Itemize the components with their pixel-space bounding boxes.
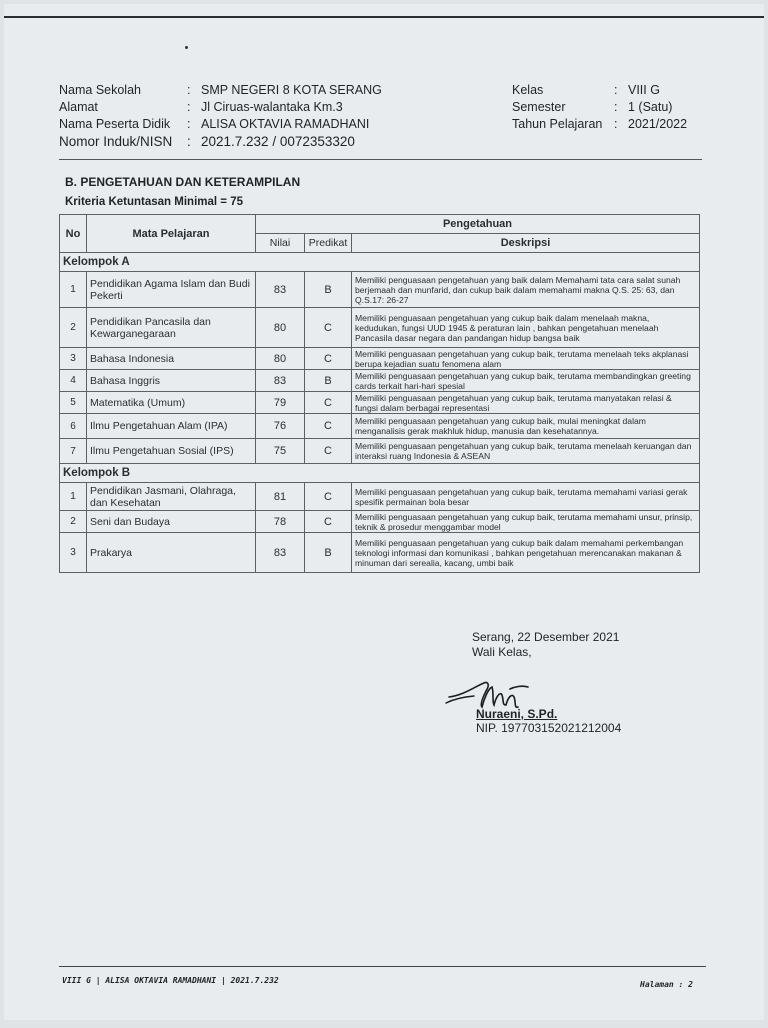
row-no: 5 [60, 392, 87, 414]
score-value: 80 [256, 308, 305, 348]
subject-name: Ilmu Pengetahuan Sosial (IPS) [87, 439, 256, 464]
signature-block [472, 630, 619, 660]
header-divider [59, 159, 702, 160]
predicate-value: C [305, 511, 352, 533]
description-text: Memiliki penguasaan pengetahuan yang baik dalam Memahami tata cara salat sunah berjemaah dan munfarid, dan cukup baik dalam memahami makna Q.S. 25: 63, dan Q.S.17: 26-27 [352, 272, 700, 308]
subject-name: Prakarya [87, 533, 256, 573]
student-info: Nama Sekolah : SMP NEGERI 8 KOTA SERANG Alamat : Jl Ciruas-walantaka Km.3 Nama Peserta Didik : ALISA OKTAVIA RAMADHANI Nomor Induk/NISN : 2021.7.232 / 0072353320 [59, 83, 382, 149]
row-no: 4 [60, 370, 87, 392]
school-value: SMP NEGERI 8 KOTA SERANG [201, 83, 382, 97]
predicate-value: C [305, 348, 352, 370]
footer-page: Halaman : 2 [640, 980, 693, 989]
class-value: VIII G [628, 83, 660, 97]
group-b-label: Kelompok B [60, 464, 700, 483]
predicate-value: C [305, 392, 352, 414]
class-label: Kelas [512, 83, 544, 97]
nisn-value: 2021.7.232 / 0072353320 [201, 134, 355, 149]
row-no: 2 [60, 308, 87, 348]
row-no: 6 [60, 414, 87, 439]
col-no: No [60, 215, 87, 253]
subject-row [60, 483, 700, 511]
subject-row [60, 414, 700, 439]
student-value: ALISA OKTAVIA RAMADHANI [201, 117, 370, 131]
subject-row [60, 272, 700, 308]
student-label: Nama Peserta Didik [59, 117, 171, 131]
row-no: 3 [60, 533, 87, 573]
predicate-value: C [305, 414, 352, 439]
predicate-value: B [305, 533, 352, 573]
subject-row [60, 533, 700, 573]
section-title: B. PENGETAHUAN DAN KETERAMPILAN [65, 175, 301, 189]
subject-name: Ilmu Pengetahuan Alam (IPA) [87, 414, 256, 439]
report-page [4, 4, 764, 1020]
row-no: 3 [60, 348, 87, 370]
description-text: Memiliki penguasaan pengetahuan yang cukup baik, terutama memahami unsur, prinsip, teknik & prosedur menggambar model [352, 511, 700, 533]
row-no: 1 [60, 272, 87, 308]
score-value: 76 [256, 414, 305, 439]
address-value: Jl Ciruas-walantaka Km.3 [201, 100, 343, 114]
subject-name: Seni dan Budaya [87, 511, 256, 533]
address-label: Alamat [59, 100, 98, 114]
score-value: 81 [256, 483, 305, 511]
score-value: 78 [256, 511, 305, 533]
description-text: Memiliki penguasaan pengetahuan yang cukup baik, terutama memahami variasi gerak spesifik permainan bola besar [352, 483, 700, 511]
semester-value: 1 (Satu) [628, 100, 673, 114]
signer-role: Wali Kelas, [472, 645, 532, 659]
nisn-label: Nomor Induk/NISN [59, 134, 173, 149]
col-subject: Mata Pelajaran [87, 215, 256, 253]
description-text: Memiliki penguasaan pengetahuan yang cukup baik, terutama membandingkan greeting cards terkait hari-hari spesial [352, 370, 700, 392]
semester-label: Semester [512, 100, 566, 114]
subject-row [60, 308, 700, 348]
predicate-value: B [305, 272, 352, 308]
subject-name: Matematika (Umum) [87, 392, 256, 414]
predicate-value: B [305, 370, 352, 392]
score-value: 83 [256, 272, 305, 308]
subject-row [60, 439, 700, 464]
subject-row [60, 392, 700, 414]
footer-divider [59, 966, 706, 967]
subject-name: Bahasa Inggris [87, 370, 256, 392]
signer-nip: NIP. 197703152021212004 [476, 721, 622, 735]
col-knowledge: Pengetahuan [256, 215, 700, 234]
score-value: 83 [256, 533, 305, 573]
score-value: 79 [256, 392, 305, 414]
place-date: Serang, 22 Desember 2021 [472, 630, 620, 644]
description-text: Memiliki penguasaan pengetahuan yang cukup baik dalam menelaah makna, kedudukan, fungsi UUD 1945 & peraturan lain , bahkan pengetahuan menelaah Pancasila dasar negara dan pandangan hidup bangsa baik [352, 308, 700, 348]
predicate-value: C [305, 483, 352, 511]
school-label: Nama Sekolah [59, 83, 141, 97]
description-text: Memiliki penguasaan pengetahuan yang cukup baik, mulai meningkat dalam menganalisis gerak makhluk hidup, manusia dan kesehatannya. [352, 414, 700, 439]
row-no: 1 [60, 483, 87, 511]
group-a-label: Kelompok A [60, 253, 700, 272]
row-no: 7 [60, 439, 87, 464]
grades-table [59, 214, 700, 573]
year-label: Tahun Pelajaran [512, 117, 603, 131]
subject-row [60, 511, 700, 533]
score-value: 75 [256, 439, 305, 464]
row-no: 2 [60, 511, 87, 533]
description-text: Memiliki penguasaan pengetahuan yang cukup baik dalam memahami perkembangan teknologi informasi dan komunikasi , bahkan pengetahuan merencanakan makanan & minuman dari serealia, kacang, umbi baik [352, 533, 700, 573]
year-value: 2021/2022 [628, 117, 688, 131]
class-info: Kelas : VIII G Semester : 1 (Satu) Tahun Pelajaran : 2021/2022 [512, 83, 688, 131]
subject-row [60, 370, 700, 392]
footer-student: VIII G | ALISA OKTAVIA RAMADHANI | 2021.7.232 [62, 976, 279, 985]
subject-name: Pendidikan Pancasila dan Kewarganegaraan [87, 308, 256, 348]
kkm-label: Kriteria Ketuntasan Minimal = 75 [65, 196, 243, 208]
score-value: 80 [256, 348, 305, 370]
description-text: Memiliki penguasaan pengetahuan yang cukup baik, terutama manyatakan relasi & fungsi dalam berbagai representasi [352, 392, 700, 414]
col-description: Deskripsi [352, 234, 700, 253]
score-value: 83 [256, 370, 305, 392]
col-score: Nilai [256, 234, 305, 253]
col-predicate: Predikat [305, 234, 352, 253]
top-edge-line [4, 16, 764, 18]
signer-name: Nuraeni, S.Pd. [476, 707, 558, 721]
subject-name: Bahasa Indonesia [87, 348, 256, 370]
predicate-value: C [305, 308, 352, 348]
description-text: Memiliki penguasaan pengetahuan yang cukup baik, terutama menelaah keruangan dan interaksi ruang Indonesia & ASEAN [352, 439, 700, 464]
speck [185, 46, 188, 49]
subject-row [60, 348, 700, 370]
subject-name: Pendidikan Agama Islam dan Budi Pekerti [87, 272, 256, 308]
description-text: Memiliki penguasaan pengetahuan yang cukup baik, terutama menelaah teks akplanasi berupa kejadian suatu fenomena alam [352, 348, 700, 370]
subject-name: Pendidikan Jasmani, Olahraga, dan Kesehatan [87, 483, 256, 511]
predicate-value: C [305, 439, 352, 464]
